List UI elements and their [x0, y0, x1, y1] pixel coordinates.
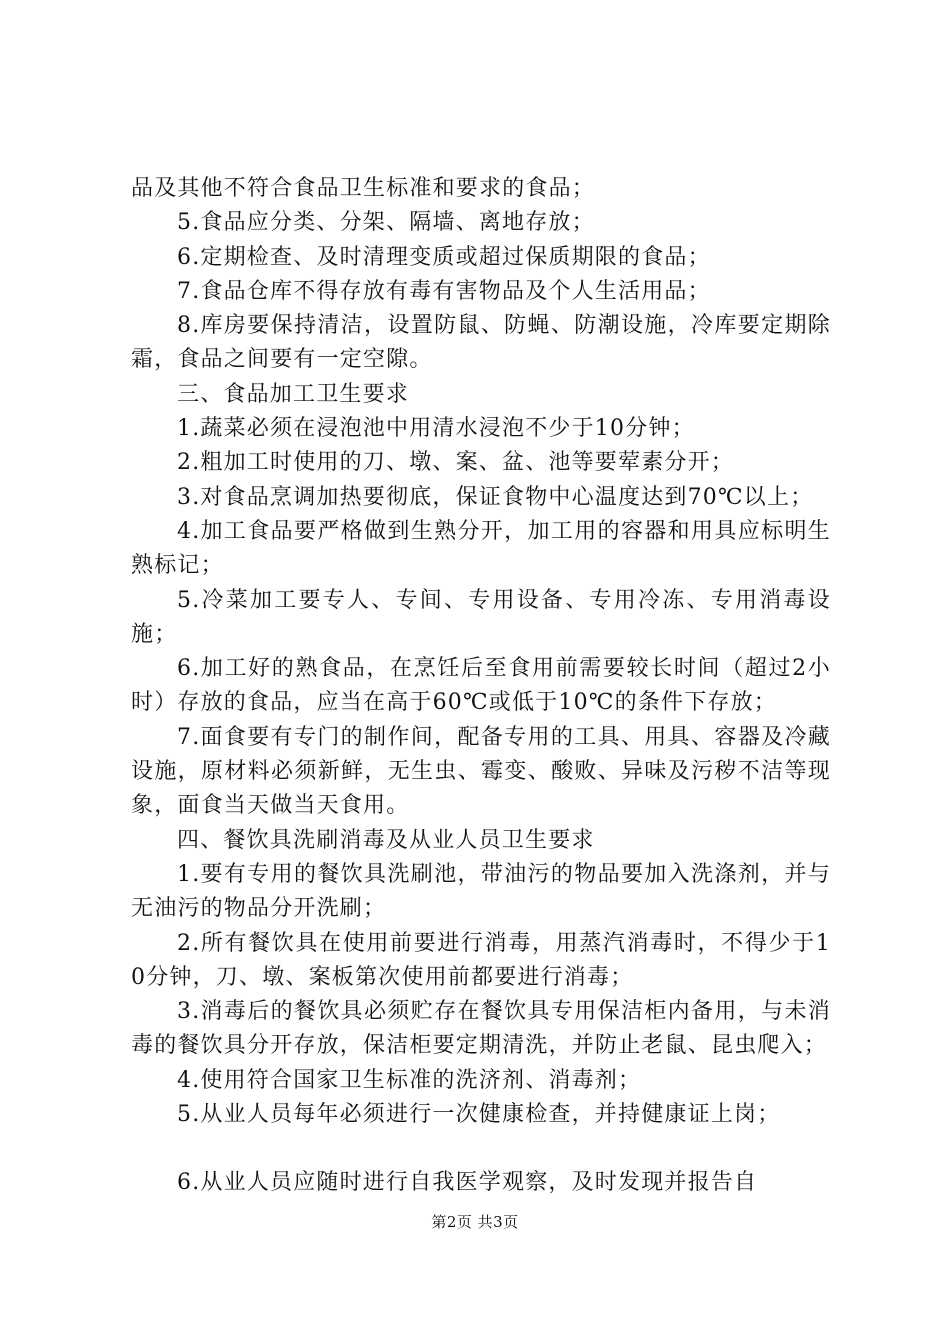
paragraph-15: 1.要有专用的餐饮具洗刷池，带油污的物品要加入洗涤剂，并与无油污的物品分开洗刷；	[131, 861, 831, 922]
section-heading-3: 三、食品加工卫生要求	[177, 381, 410, 407]
paragraph-17: 3.消毒后的餐饮具必须贮存在餐饮具专用保洁柜内备用，与未消毒的餐饮具分开存放，保洁柜要定期清洗，并防止老鼠、昆虫爬入；	[131, 999, 831, 1059]
section-heading-4: 四、餐饮具洗刷消毒及从业人员卫生要求	[177, 827, 595, 853]
document-body	[131, 172, 831, 1201]
paragraph-10: 4.加工食品要严格做到生熟分开，加工用的容器和用具应标明生熟标记；	[131, 518, 831, 579]
paragraph-20: 6.从业人员应随时进行自我医学观察，及时发现并报告自	[177, 1170, 758, 1196]
paragraph-11: 5.冷菜加工要专人、专间、专用设备、专用冷冻、专用消毒设施；	[131, 587, 831, 647]
paragraph-3: 6.定期检查、及时清理变质或超过保质期限的食品；	[177, 244, 711, 270]
page-footer	[0, 1212, 950, 1232]
paragraph-1: 品及其他不符合食品卫生标准和要求的食品；	[131, 176, 596, 201]
page-number-label: 第2页 共3页	[431, 1213, 519, 1231]
paragraph-2: 5.食品应分类、分架、隔墙、离地存放；	[177, 210, 595, 236]
paragraph-9: 3.对食品烹调加热要彻底，保证食物中心温度达到70℃以上；	[177, 484, 814, 510]
paragraph-8: 2.粗加工时使用的刀、墩、案、盆、池等要荤素分开；	[177, 450, 734, 476]
paragraph-5: 8.库房要保持清洁，设置防鼠、防蝇、防潮设施，冷库要定期除霜，食品之间要有一定空隙。	[131, 313, 831, 373]
paragraph-7: 1.蔬菜必须在浸泡池中用清水浸泡不少于10分钟；	[177, 416, 695, 442]
paragraph-18: 4.使用符合国家卫生标准的洗济剂、消毒剂；	[177, 1067, 642, 1093]
paragraph-19: 5.从业人员每年必须进行一次健康检查，并持健康证上岗；	[177, 1102, 781, 1128]
paragraph-13: 7.面食要有专门的制作间，配备专用的工具、用具、容器及冷藏设施，原材料必须新鲜，无生虫、霉变、酸败、异味及污秽不洁等现象，面食当天做当天食用。	[131, 724, 831, 819]
paragraph-16: 2.所有餐饮具在使用前要进行消毒，用蒸汽消毒时，不得少于10分钟，刀、墩、案板第次使用前都要进行消毒；	[131, 930, 831, 990]
paragraph-12: 6.加工好的熟食品，在烹饪后至食用前需要较长时间（超过2小时）存放的食品，应当在高于60℃或低于10℃的条件下存放；	[131, 656, 831, 716]
paragraph-4: 7.食品仓库不得存放有毒有害物品及个人生活用品；	[177, 278, 711, 304]
